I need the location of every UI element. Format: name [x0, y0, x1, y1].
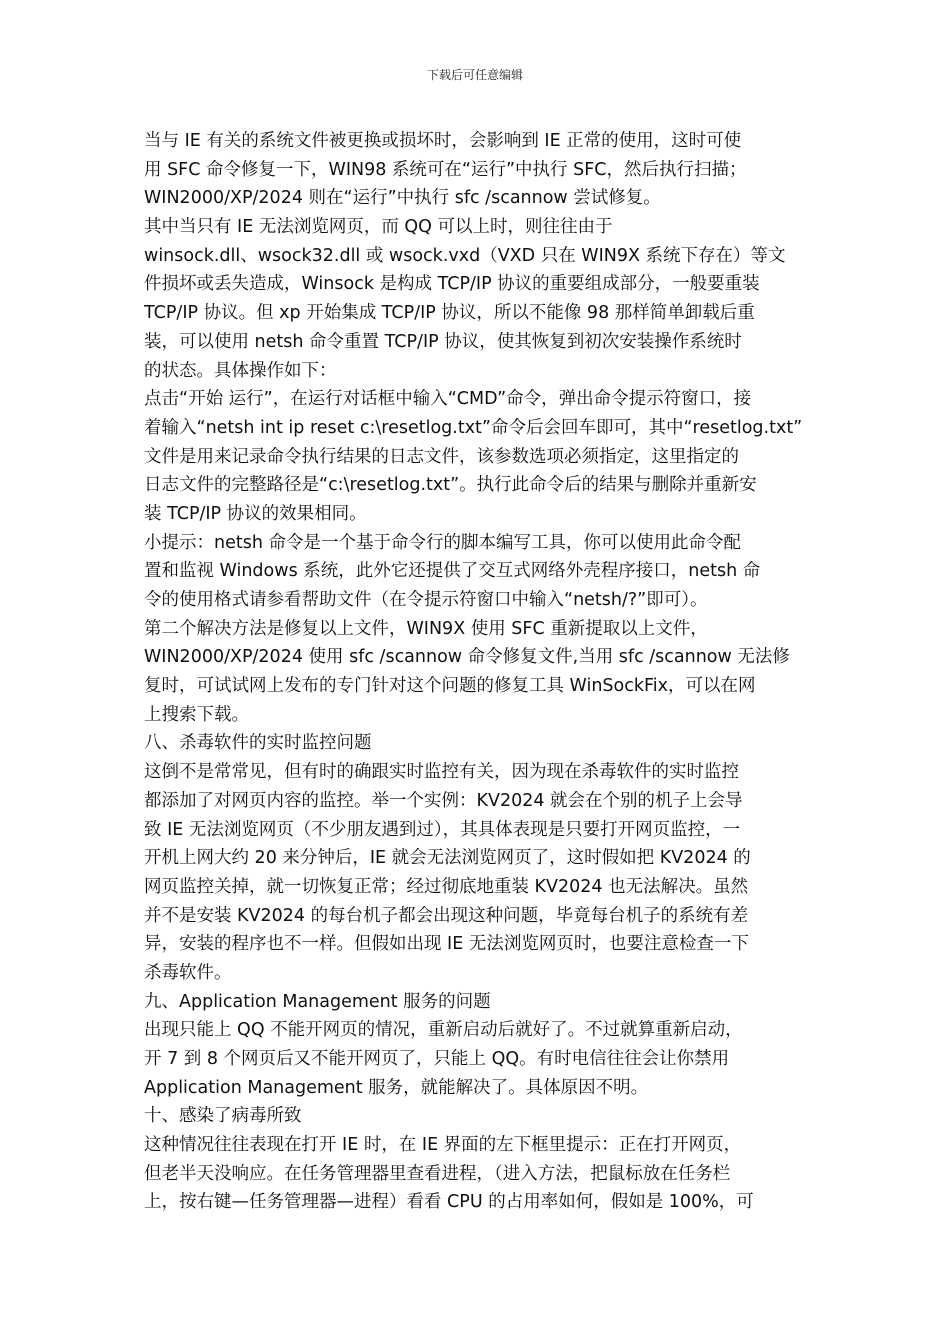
text-line: 着输入“netsh int ip reset c:\resetlog.txt”命令后会回车即可，其中“resetlog.txt” [144, 417, 803, 438]
text-line: 日志文件的完整路径是“c:\resetlog.txt”。执行此命令后的结果与删除并重新安 [144, 475, 757, 496]
text-line: 装 TCP/IP 协议的效果相同。 [144, 503, 367, 524]
text-line: WIN2000/XP/2024 则在“运行”中执行 sfc /scannow 尝试修复。 [144, 188, 661, 209]
text-line: 当与 IE 有关的系统文件被更换或损坏时，会影响到 IE 正常的使用，这时可使 [144, 131, 742, 151]
text-line: 置和监视 Windows 系统，此外它还提供了交互式网络外壳程序接口，netsh 命 [144, 561, 761, 582]
body-text [144, 127, 808, 1217]
text-line: 上搜索下载。 [144, 704, 249, 725]
text-line: 致 IE 无法浏览网页（不少朋友遇到过），其具体表现是只要打开网页监控，一 [144, 819, 741, 840]
text-line: 令的使用格式请参看帮助文件（在令提示符窗口中输入“netsh/?”即可）。 [144, 590, 708, 610]
text-line: 小提示：netsh 命令是一个基于命令行的脚本编写工具，你可以使用此命令配 [144, 532, 741, 553]
text-line: 文件是用来记录命令执行结果的日志文件，该参数选项必须指定，这里指定的 [144, 446, 739, 467]
text-line: 的状态。具体操作如下： [144, 360, 337, 381]
text-line: 点击“开始 运行”，在运行对话框中输入“CMD”命令，弹出命令提示符窗口，接 [144, 389, 752, 410]
text-line: 八、杀毒软件的实时监控问题 [144, 733, 372, 754]
text-line: 复时，可试试网上发布的专门针对这个问题的修复工具 WinSockFix，可以在网 [144, 676, 756, 697]
text-line: TCP/IP 协议。但 xp 开始集成 TCP/IP 协议，所以不能像 98 那样简单卸载后重 [144, 303, 755, 324]
text-line: Application Management 服务，就能解决了。具体原因不明。 [144, 1077, 649, 1098]
text-line: 但老半天没响应。在任务管理器里查看进程，（进入方法，把鼠标放在任务栏 [144, 1163, 731, 1184]
text-line: 都添加了对网页内容的监控。举一个实例：KV2024 就会在个别的机子上会导 [144, 790, 743, 811]
text-line: 这种情况往往表现在打开 IE 时，在 IE 界面的左下框里提示：正在打开网页， [144, 1135, 742, 1156]
text-line: 九、Application Management 服务的问题 [144, 991, 491, 1012]
text-line: 十、感染了病毒所致 [144, 1106, 302, 1127]
text-line: 这倒不是常常见，但有时的确跟实时监控有关，因为现在杀毒软件的实时监控 [144, 762, 739, 783]
text-line: 异，安装的程序也不一样。但假如出现 IE 无法浏览网页时，也要注意检查一下 [144, 934, 749, 955]
text-line: 上，按右键—任务管理器—进程）看看 CPU 的占用率如何，假如是 100%，可 [144, 1192, 754, 1213]
text-line: 其中当只有 IE 无法浏览网页，而 QQ 可以上时，则往往由于 [144, 217, 613, 238]
text-line: 开机上网大约 20 来分钟后，IE 就会无法浏览网页了，这时假如把 KV2024 的 [144, 848, 751, 869]
text-line: 用 SFC 命令修复一下，WIN98 系统可在“运行”中执行 SFC，然后执行扫描； [144, 159, 747, 180]
text-line: WIN2000/XP/2024 使用 sfc /scannow 命令修复文件,当用 sfc /scannow 无法修 [144, 647, 790, 668]
text-line: 件损坏或丢失造成，Winsock 是构成 TCP/IP 协议的重要组成部分，一般要重装 [144, 274, 760, 295]
text-line: winsock.dll、wsock32.dll 或 wsock.vxd（VXD 只在 WIN9X 系统下存在）等文 [144, 245, 786, 266]
text-line: 第二个解决方法是修复以上文件，WIN9X 使用 SFC 重新提取以上文件， [144, 618, 708, 639]
page-header: 下载后可任意编辑 [426, 68, 523, 82]
text-line: 开 7 到 8 个网页后又不能开网页了，只能上 QQ。有时电信往往会让你禁用 [144, 1049, 730, 1069]
text-line: 杀毒软件。 [144, 962, 232, 983]
text-line: 并不是安装 KV2024 的每台机子都会出现这种问题，毕竟每台机子的系统有差 [144, 905, 749, 926]
text-line: 网页监控关掉，就一切恢复正常；经过彻底地重装 KV2024 也无法解决。虽然 [144, 876, 749, 897]
text-line: 装，可以使用 netsh 命令重置 TCP/IP 协议，使其恢复到初次安装操作系统时 [144, 331, 742, 352]
text-line: 出现只能上 QQ 不能开网页的情况，重新启动后就好了。不过就算重新启动， [144, 1020, 743, 1041]
